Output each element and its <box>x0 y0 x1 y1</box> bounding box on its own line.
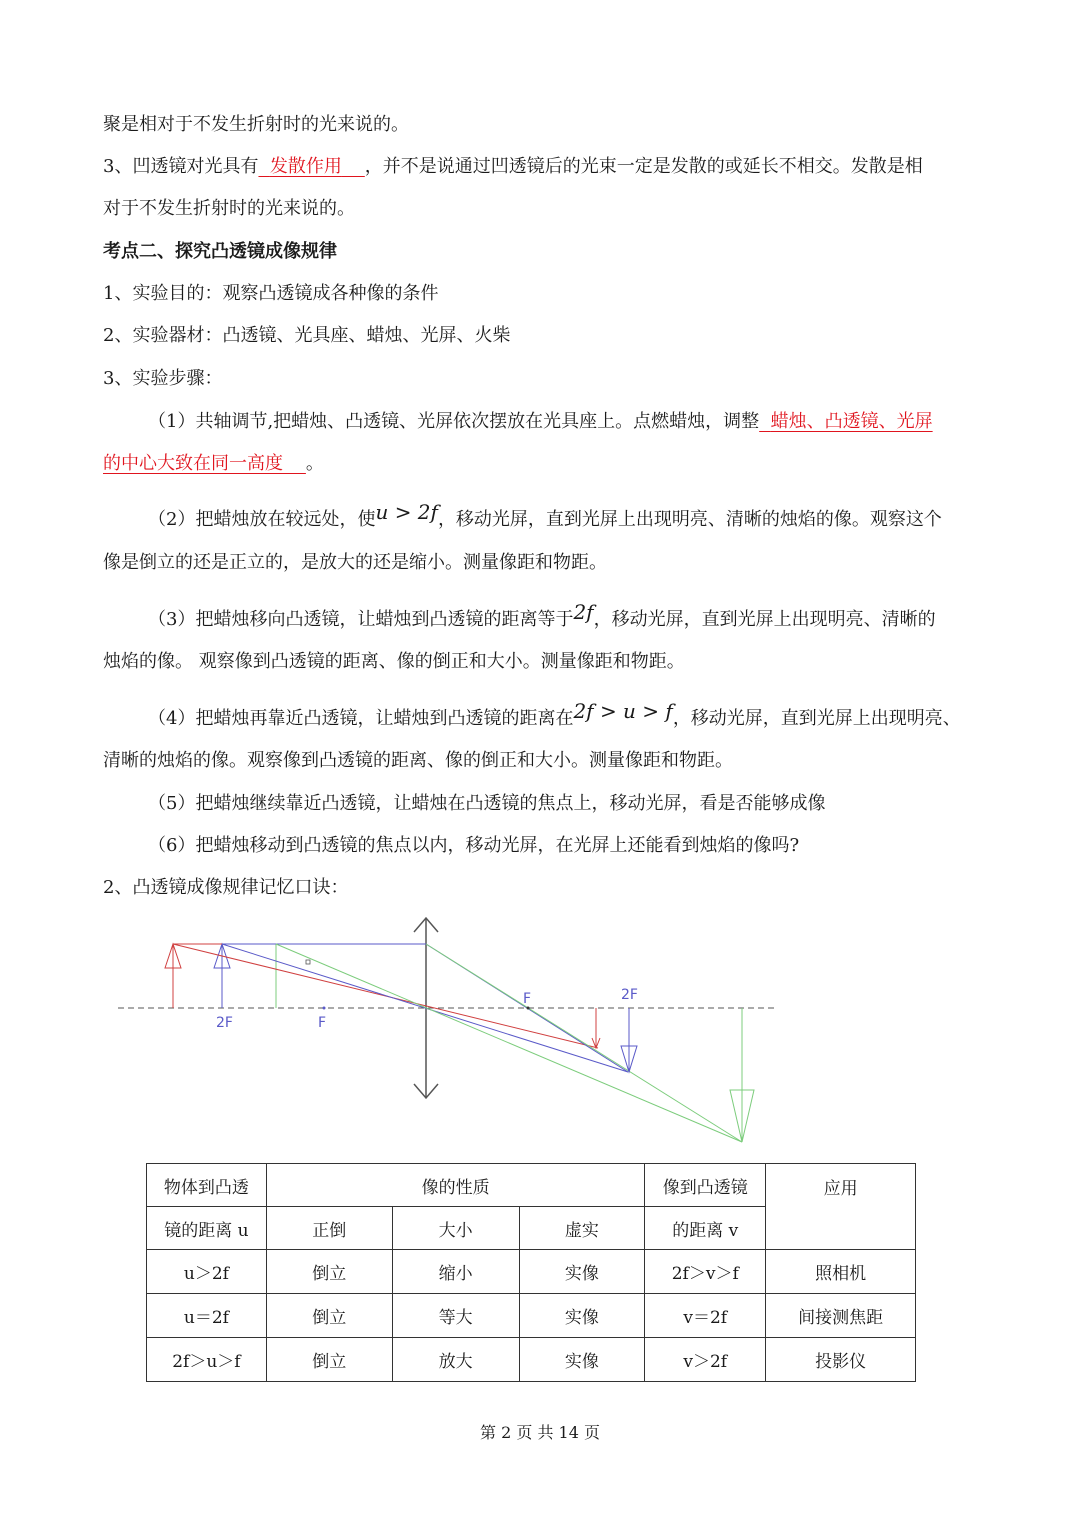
step1-prefix: （1）共轴调节,把蜡烛、凸透镜、光屏依次摆放在光具座上。点燃蜡烛，调整 <box>148 411 760 432</box>
cell-size: 等大 <box>392 1294 519 1338</box>
ray-green-2 <box>426 944 742 1142</box>
cell-orientation: 倒立 <box>266 1250 392 1294</box>
image-arrow-red <box>592 1008 600 1048</box>
label-f-left: F <box>318 1015 327 1031</box>
step1-continuation <box>103 452 324 476</box>
item3-line <box>103 155 923 179</box>
step2-line <box>148 500 942 532</box>
item3-suffix: ，并不是说通过凹透镜后的光束一定是发散的或延长不相交。发散是相 <box>364 156 923 177</box>
object-arrow-red <box>165 944 181 1008</box>
small-marker <box>306 960 310 964</box>
cell-application: 间接测焦距 <box>766 1294 916 1338</box>
cell-size: 放大 <box>392 1338 519 1382</box>
step1-answer-a: 蜡烛、凸透镜、光屏 <box>770 411 933 432</box>
header-orientation: 正倒 <box>266 1207 392 1250</box>
cell-real-virtual: 实像 <box>519 1338 645 1382</box>
step3-math: 2f <box>573 600 594 624</box>
step4-continuation: 清晰的烛焰的像。观察像到凸透镜的距离、像的倒正和大小。测量像距和物距。 <box>103 750 733 771</box>
label-2f-left: 2F <box>216 1015 233 1031</box>
image-arrow-blue <box>621 1008 637 1072</box>
table-row <box>147 1250 916 1294</box>
step2-continuation: 像是倒立的还是正立的，是放大的还是缩小。测量像距和物距。 <box>103 552 607 573</box>
step1-answer-b: 的中心大致在同一高度 <box>103 453 283 474</box>
cell-orientation: 倒立 <box>266 1294 392 1338</box>
cell-orientation: 倒立 <box>266 1338 392 1382</box>
step3-prefix: （3）把蜡烛移向凸透镜，让蜡烛到凸透镜的距离等于 <box>148 609 574 630</box>
ray-green-1 <box>276 944 742 1142</box>
cell-size: 缩小 <box>392 1250 519 1294</box>
cell-u: 2f＞u＞f <box>147 1338 267 1382</box>
step2-suffix: ，移动光屏，直到光屏上出现明亮、清晰的烛焰的像。观察这个 <box>437 509 942 530</box>
table-row <box>147 1294 916 1338</box>
step3-suffix: ，移动光屏，直到光屏上出现明亮、清晰的 <box>593 609 936 630</box>
cell-u: u＞2f <box>147 1250 267 1294</box>
cell-application: 照相机 <box>766 1250 916 1294</box>
step3-line <box>148 600 936 632</box>
label-2f-right: 2F <box>621 987 638 1003</box>
step1-end: 。 <box>305 453 324 474</box>
step1-line <box>148 410 933 434</box>
header-image-distance-a: 像到凸透镜 <box>645 1164 766 1207</box>
cell-v: 2f＞v＞f <box>645 1250 766 1294</box>
section-title: 考点二、探究凸透镜成像规律 <box>103 241 337 262</box>
header-application: 应用 <box>766 1164 916 1250</box>
step2-prefix: （2）把蜡烛放在较远处，使 <box>148 509 376 530</box>
header-object-distance-a: 物体到凸透 <box>147 1164 267 1207</box>
page-footer: 第 2 页 共 14 页 <box>480 1423 600 1442</box>
imaging-rules-table <box>146 1163 916 1382</box>
exp-equipment: 2、实验器材：凸透镜、光具座、蜡烛、光屏、火柴 <box>103 325 511 346</box>
header-size: 大小 <box>392 1207 519 1250</box>
focus-marker-left <box>323 1007 326 1010</box>
step4-prefix: （4）把蜡烛再靠近凸透镜，让蜡烛到凸透镜的距离在 <box>148 708 574 729</box>
exp-steps-title: 3、实验步骤： <box>103 368 223 389</box>
item3-continuation: 对于不发生折射时的光来说的。 <box>103 198 355 219</box>
lens-ray-diagram <box>110 910 790 1160</box>
header-image-distance-b: 的距离 v <box>645 1207 766 1250</box>
item3-prefix: 3、凹透镜对光具有 <box>103 156 259 177</box>
cell-real-virtual: 实像 <box>519 1294 645 1338</box>
rule-title: 2、凸透镜成像规律记忆口诀： <box>103 877 349 898</box>
step6: （6）把蜡烛移动到凸透镜的焦点以内，移动光屏，在光屏上还能看到烛焰的像吗? <box>148 835 800 856</box>
cell-real-virtual: 实像 <box>519 1250 645 1294</box>
exp-purpose: 1、实验目的：观察凸透镜成各种像的条件 <box>103 283 439 304</box>
cell-v: v＝2f <box>645 1294 766 1338</box>
paragraph-continuation: 聚是相对于不发生折射时的光来说的。 <box>103 114 409 135</box>
step2-math: u > 2f <box>375 500 438 524</box>
cell-v: v＞2f <box>645 1338 766 1382</box>
object-arrow-blue <box>214 944 230 1008</box>
header-image-nature: 像的性质 <box>266 1164 644 1207</box>
item3-answer: 发散作用 <box>269 156 342 177</box>
table-row <box>147 1338 916 1382</box>
step5: （5）把蜡烛继续靠近凸透镜，让蜡烛在凸透镜的焦点上，移动光屏，看是否能够成像 <box>148 793 826 814</box>
step4-line <box>148 699 961 731</box>
step4-suffix: ，移动光屏，直到光屏上出现明亮、 <box>672 708 961 729</box>
cell-application: 投影仪 <box>766 1338 916 1382</box>
header-object-distance-b: 镜的距离 u <box>147 1207 267 1250</box>
step4-math: 2f > u > f <box>573 699 673 723</box>
header-real-virtual: 虚实 <box>519 1207 645 1250</box>
cell-u: u＝2f <box>147 1294 267 1338</box>
step3-continuation: 烛焰的像。 观察像到凸透镜的距离、像的倒正和大小。测量像距和物距。 <box>103 651 685 672</box>
label-f-right: F <box>523 991 532 1007</box>
image-arrow-green <box>730 1008 754 1142</box>
